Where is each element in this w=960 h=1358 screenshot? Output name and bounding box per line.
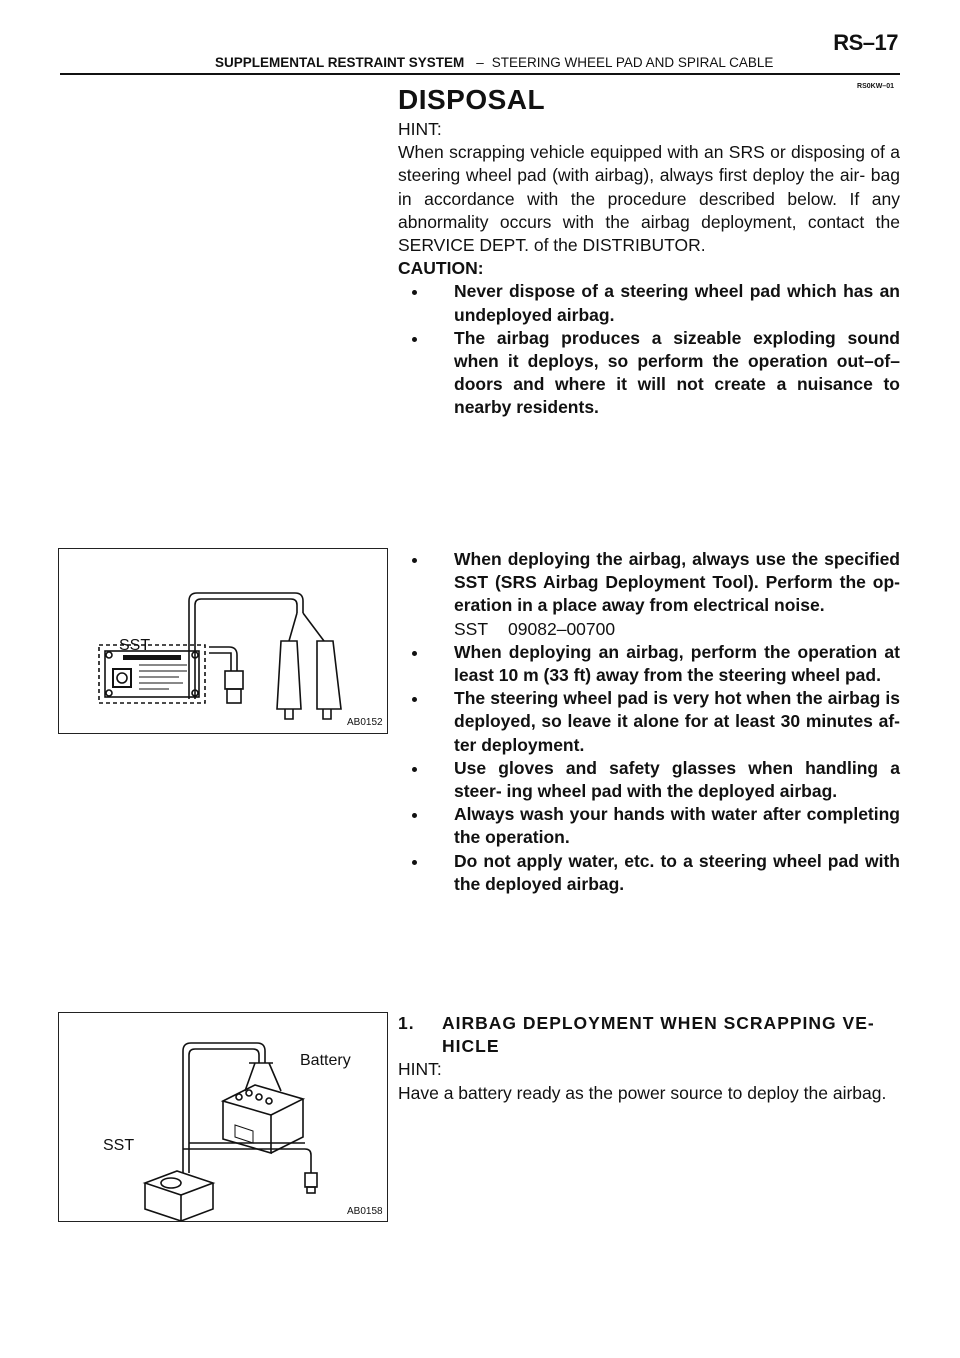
- header-rule: [60, 73, 900, 75]
- caution-item: Never dispose of a steering wheel pad which has an undeployed airbag.: [398, 280, 900, 326]
- hint-label: HINT:: [398, 119, 442, 139]
- doc-code: RS0KW–01: [857, 83, 894, 90]
- deployment-item: When deploying an airbag, perform the operation at least 10 m (33 ft) away from the steering wheel pad.: [398, 641, 900, 687]
- figure1-code: AB0152: [347, 717, 383, 728]
- deployment-item: The steering wheel pad is very hot when the airbag is deployed, so leave it alone for at least 30 minutes af- ter deployment.: [398, 687, 900, 757]
- deployment-item: Always wash your hands with water after completing the operation.: [398, 803, 900, 849]
- tool-label-strip: [123, 655, 181, 660]
- deployment-item: When deploying the airbag, always use the specified SST (SRS Airbag Deployment Tool). Perform the op- eration in a place away from electrical noise.: [398, 548, 900, 618]
- battery-setup-illustration: [59, 1013, 387, 1221]
- intro-block: [398, 118, 900, 420]
- hint-text: When scrapping vehicle equipped with an SRS or disposing of a steering wheel pad (with airbag), always first deploy the air- bag in accordance with the procedure described below. If any abnormality occurs with the airbag deployment, contact the SERVICE DEPT. of the DISTRIBUTOR.: [398, 142, 900, 256]
- step-hint-label: HINT:: [398, 1059, 442, 1080]
- step-heading: [398, 1012, 900, 1058]
- step-1-block: [398, 1012, 900, 1105]
- step-number: 1.: [398, 1013, 415, 1033]
- caution-item: The airbag produces a sizeable exploding sound when it deploys, so perform the operation out–of– doors and where it will not create a nuisance to nearby residents.: [398, 327, 900, 420]
- running-header: [215, 55, 773, 70]
- figure2-battery-label: Battery: [300, 1052, 351, 1069]
- figure-sst-tool: [58, 548, 388, 734]
- deployment-list-rest: [398, 641, 900, 896]
- header-section: STEERING WHEEL PAD AND SPIRAL CABLE: [491, 55, 774, 70]
- sst-tool-illustration: [59, 549, 387, 733]
- page-title: DISPOSAL: [398, 84, 546, 115]
- page-number: RS–17: [833, 30, 898, 55]
- sst-spec-number: 09082–00700: [508, 618, 616, 639]
- step-hint-text: Have a battery ready as the power source to deploy the airbag.: [398, 1082, 887, 1103]
- header-system: SUPPLEMENTAL RESTRAINT SYSTEM: [215, 55, 465, 70]
- figure1-sst-label: SST: [119, 637, 151, 654]
- sst-spec: [398, 618, 900, 641]
- deployment-item: Use gloves and safety glasses when handling a steer- ing wheel pad with the deployed airbag.: [398, 757, 900, 803]
- deployment-item: Do not apply water, etc. to a steering wheel pad with the deployed airbag.: [398, 850, 900, 896]
- caution-list: [398, 280, 900, 419]
- sst-spec-label: SST: [454, 618, 489, 639]
- figure-battery-setup: [58, 1012, 388, 1222]
- deployment-list: [398, 548, 900, 618]
- figure2-sst-label: SST: [103, 1137, 135, 1154]
- header-separator: –: [476, 55, 484, 70]
- deployment-cautions: [398, 548, 900, 896]
- step-title: AIRBAG DEPLOYMENT WHEN SCRAPPING VE- HICLE: [442, 1013, 875, 1057]
- figure2-code: AB0158: [347, 1206, 383, 1217]
- caution-label: CAUTION:: [398, 258, 484, 279]
